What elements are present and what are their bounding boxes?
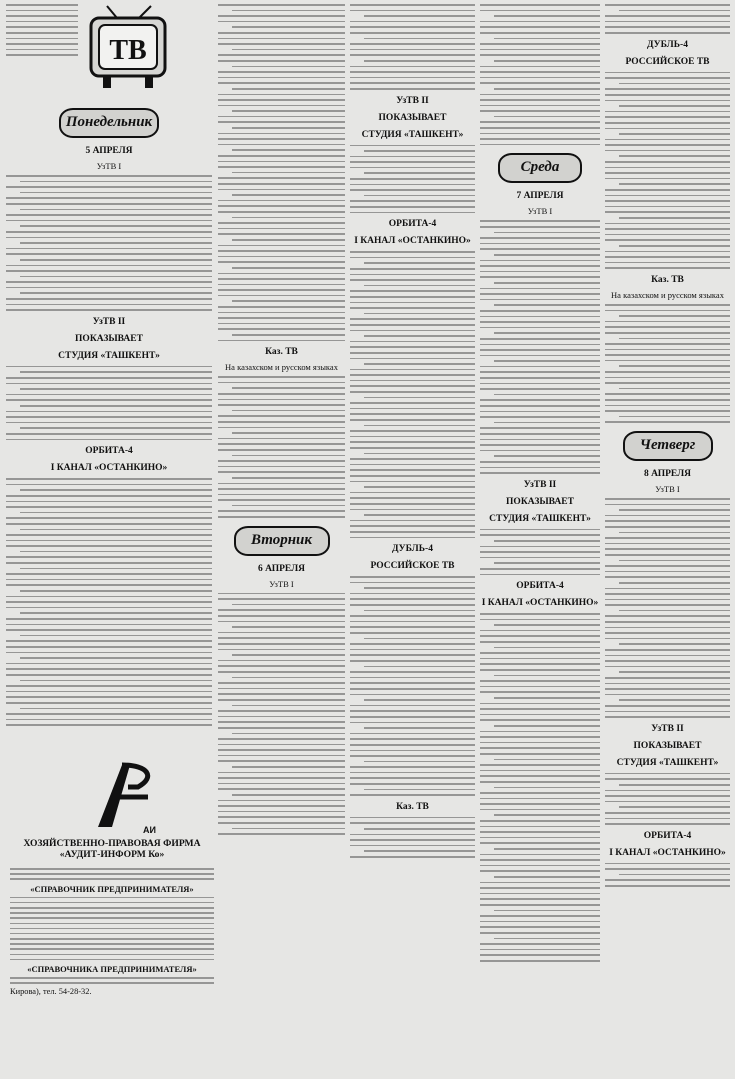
firm-logo-text: АИ [143,825,156,835]
column-4 [480,4,600,968]
firm-title-line1: ХОЗЯЙСТВЕННО-ПРАВОВАЯ ФИРМА [23,838,201,849]
date-thursday: 8 АПРЕЛЯ [643,469,692,479]
day-badge-wednesday: Среда [498,153,582,183]
date-tuesday: 6 АПРЕЛЯ [257,563,306,574]
day-badge-thursday: Четверг [623,431,713,461]
firm-logo [78,757,168,837]
tv-logo-text: ТВ [109,35,147,66]
studio-heading-col4-3: СТУДИЯ «ТАШКЕНТ» [489,513,591,524]
kaz-tv-subheading-col5: На казахском и русском языках [611,289,724,300]
channel-uztv1: УзТВ I [96,161,122,171]
studio-heading-col5-1: УзТВ II [651,723,684,734]
kaz-tv-heading: Каз. ТВ [265,347,298,358]
kaz-tv-heading-col5: Каз. ТВ [651,274,684,285]
studio-heading-col3-2: ПОКАЗЫВАЕТ [378,112,447,123]
orbita-heading: ОРБИТА-4 [85,446,133,457]
dubl-heading-col5: ДУБЛЬ-4 [647,39,688,50]
day-badge-tuesday: Вторник [234,526,330,556]
column-5 [605,4,730,893]
firm-product-1: «СПРАВОЧНИК ПРЕДПРИНИМАТЕЛЯ» [30,883,194,894]
studio-heading-col4-1: УзТВ II [523,479,557,490]
studio-heading-col3-1: УзТВ II [396,95,429,106]
channel-uztv1-thursday: УзТВ I [655,484,680,494]
column-monday [6,100,212,732]
firm-body [10,868,214,1000]
russian-tv-heading-col3: РОССИЙСКОЕ ТВ [370,561,455,572]
tv-logo [83,4,173,94]
dubl-heading-col3: ДУБЛЬ-4 [392,544,433,555]
studio-heading-1: УзТВ II [92,316,126,327]
channel-uztv1-wednesday: УзТВ I [527,206,553,217]
orbita-heading-col5: ОРБИТА-4 [643,830,692,841]
orbita-heading-col3: ОРБИТА-4 [388,219,437,230]
ostankino-heading-col4: I КАНАЛ «ОСТАНКИНО» [481,598,599,609]
ostankino-heading: I КАНАЛ «ОСТАНКИНО» [50,463,168,474]
day-badge-monday: Понедельник [59,108,159,138]
column-2 [218,4,345,841]
studio-heading-3: СТУДИЯ «ТАШКЕНТ» [58,350,160,361]
channel-uztv1-tuesday: УзТВ I [269,578,294,589]
col1-left-top [6,4,78,60]
ostankino-heading-col5: I КАНАЛ «ОСТАНКИНО» [609,847,726,858]
orbita-heading-col4: ОРБИТА-4 [516,581,564,592]
firm-title [10,838,214,860]
firm-product-2: «СПРАВОЧНИКА ПРЕДПРИНИМАТЕЛЯ» [27,964,197,974]
firm-title-line2: «АУДИТ-ИНФОРМ Ко» [59,849,165,860]
studio-heading-col4-2: ПОКАЗЫВАЕТ [506,496,574,507]
studio-heading-2: ПОКАЗЫВАЕТ [75,333,143,344]
studio-heading-col5-3: СТУДИЯ «ТАШКЕНТ» [616,757,719,768]
date-wednesday: 7 АПРЕЛЯ [516,191,564,202]
studio-heading-col5-2: ПОКАЗЫВАЕТ [633,740,702,751]
kaz-tv-heading-col3: Каз. ТВ [396,801,429,812]
russian-tv-heading-col5: РОССИЙСКОЕ ТВ [625,56,710,67]
kaz-tv-subheading: На казахском и русском языках [225,362,338,373]
studio-heading-col3-3: СТУДИЯ «ТАШКЕНТ» [361,129,464,140]
firm-phone-line: Кирова), тел. 54-28-32. [10,987,92,997]
ostankino-heading-col3: I КАНАЛ «ОСТАНКИНО» [354,236,471,247]
column-3 [350,4,475,864]
date-monday: 5 АПРЕЛЯ [85,146,133,156]
